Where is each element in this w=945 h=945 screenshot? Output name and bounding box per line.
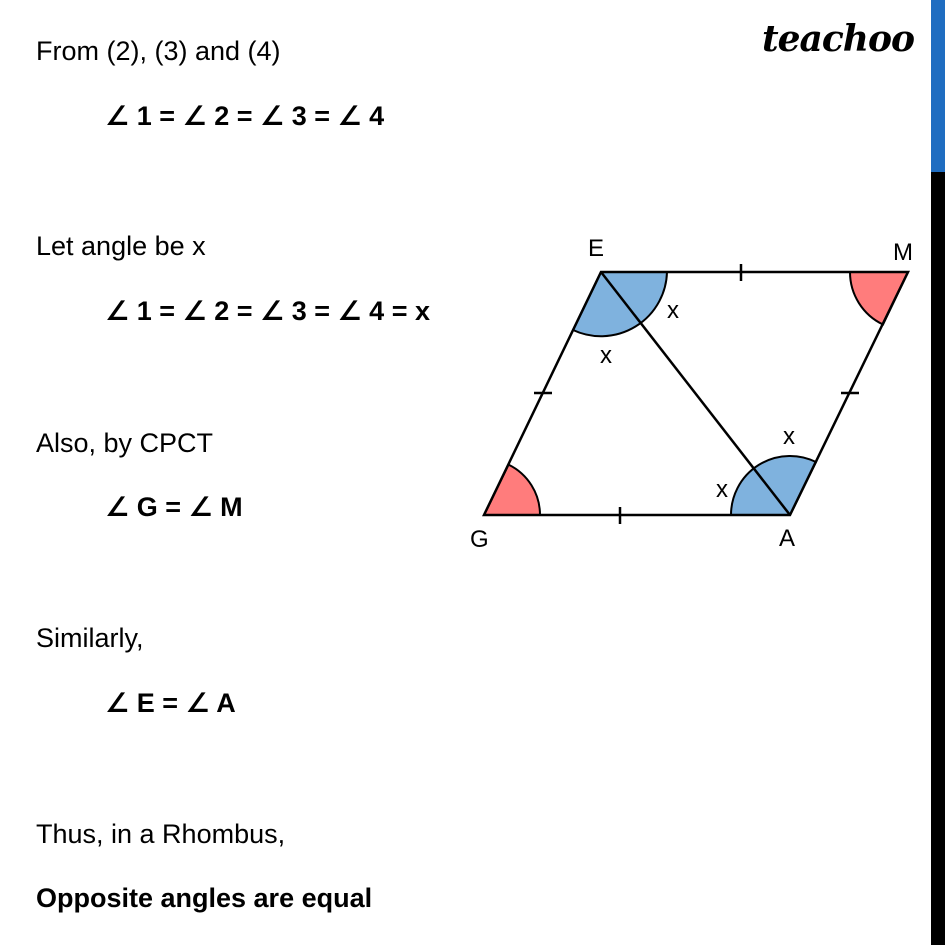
vertex-label-g: G <box>470 526 489 553</box>
text-line-4: Similarly, <box>36 623 144 653</box>
sidebar-accent <box>931 0 945 172</box>
vertex-label-e: E <box>588 235 605 262</box>
equation-4: ∠ E = ∠ A <box>105 688 236 718</box>
angle-g-fill <box>484 465 540 515</box>
vertex-label-a: A <box>779 525 796 552</box>
text-line-3: Also, by CPCT <box>36 428 214 458</box>
conclusion: Opposite angles are equal <box>36 883 373 913</box>
equation-2: ∠ 1 = ∠ 2 = ∠ 3 = ∠ 4 = x <box>105 296 430 326</box>
rhombus-diagram <box>460 225 930 565</box>
equation-3: ∠ G = ∠ M <box>105 492 243 522</box>
text-line-1: From (2), (3) and (4) <box>36 36 281 66</box>
angle-label-a-left: x <box>716 476 728 503</box>
sidebar-bar <box>931 172 945 945</box>
angle-label-e-right: x <box>667 297 679 324</box>
angle-label-e-below: x <box>600 342 612 369</box>
diagonal-ea <box>601 272 790 515</box>
angle-e-fill <box>573 272 667 336</box>
text-line-5: Thus, in a Rhombus, <box>36 819 286 849</box>
text-line-2: Let angle be x <box>36 231 206 261</box>
angle-label-a-above: x <box>783 423 795 450</box>
angle-m-fill <box>850 272 908 325</box>
vertex-label-m: M <box>893 239 913 266</box>
equation-1: ∠ 1 = ∠ 2 = ∠ 3 = ∠ 4 <box>105 101 385 131</box>
teachoo-logo: teachoo <box>762 18 914 60</box>
